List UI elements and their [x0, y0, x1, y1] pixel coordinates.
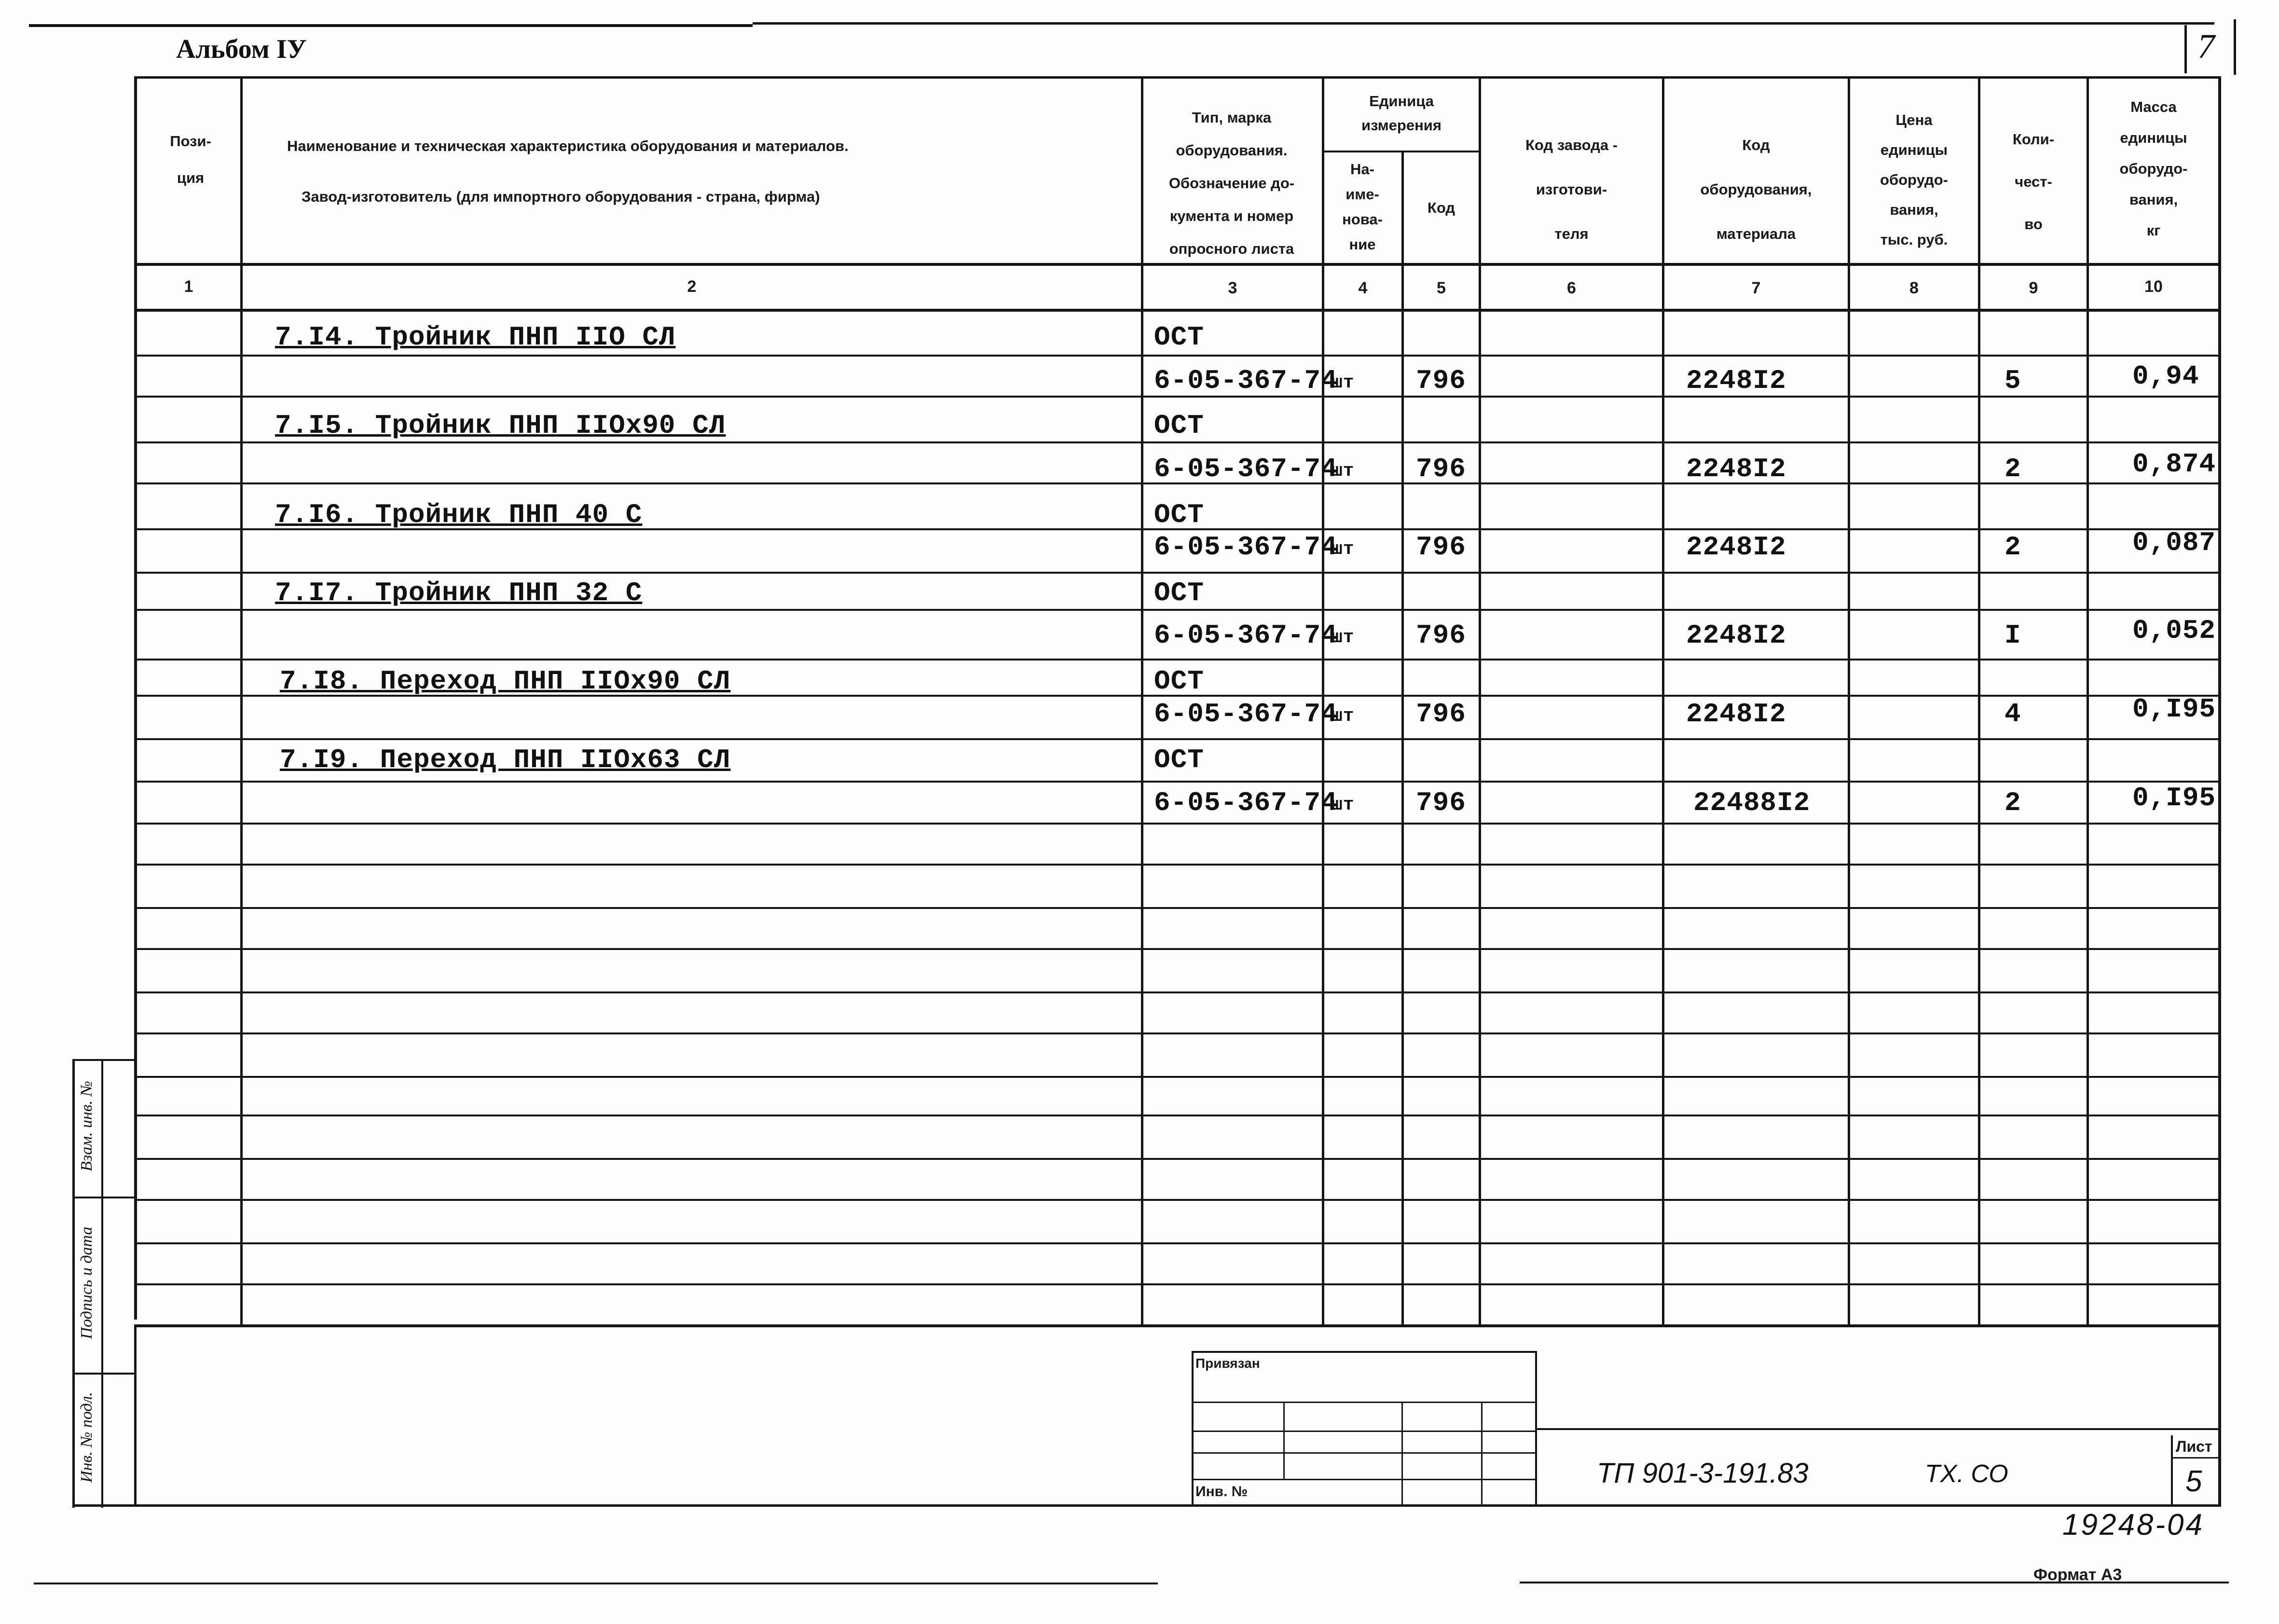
row-line: [134, 1076, 2221, 1078]
col-divider-1: [240, 77, 243, 1327]
colnum-6: 6: [1567, 279, 1576, 297]
top-rule: [29, 24, 753, 27]
sheet-number: 5: [2185, 1465, 2202, 1498]
item-qty: 2: [2004, 787, 2021, 818]
item-mass: 0,94: [2132, 361, 2199, 392]
col1-header: Пози- ция: [170, 133, 211, 186]
item-unit-code: 796: [1416, 532, 1466, 563]
col10-header: Масса единицы оборудо- вания, кг: [2119, 98, 2188, 239]
col2-header: Наименование и техническая характеристика оборудования и материалов. Завод-изготовитель (для импортного оборудования - страна, фирма): [287, 138, 849, 205]
item-unit: шт: [1332, 795, 1355, 815]
doc-code: ТП 901-3-191.83: [1597, 1458, 1809, 1489]
format-label: Формат А3: [2033, 1566, 2122, 1584]
row-line: [134, 609, 2221, 611]
col-divider-9: [2087, 77, 2089, 1327]
sheet-label: Лист: [2176, 1438, 2212, 1455]
item-doc-line2: 6-05-367-74: [1154, 454, 1338, 484]
item-qty: 2: [2004, 532, 2021, 563]
tb-v3: [1481, 1402, 1483, 1505]
side-label-vzam: Взам. инв. №: [78, 1081, 96, 1171]
row-line: [134, 1032, 2221, 1034]
col6-header: Код завода - изготови- теля: [1525, 137, 1618, 242]
row-line: [134, 441, 2221, 443]
tb-main-top: [1535, 1428, 2220, 1430]
row-line: [134, 864, 2221, 866]
item-doc-line1: ОСТ: [1154, 666, 1204, 697]
page-num-box-right: [2234, 19, 2236, 75]
item-material-code: 2248I2: [1686, 532, 1786, 563]
row-line: [134, 1242, 2221, 1244]
colnum-9: 9: [2029, 279, 2038, 297]
inv-label: Инв. №: [1195, 1484, 1248, 1500]
colnum-3: 3: [1228, 279, 1237, 297]
item-qty: I: [2004, 620, 2021, 651]
item-unit-code: 796: [1416, 620, 1466, 651]
tb-l3: [1192, 1452, 1537, 1454]
item-material-code: 22488I2: [1693, 787, 1811, 818]
item-unit-code: 796: [1416, 365, 1466, 396]
row-line: [134, 907, 2221, 909]
side-stamp-div1: [72, 1197, 135, 1198]
item-doc-line1: ОСТ: [1154, 410, 1204, 441]
side-label-podpis: Подпись и дата: [78, 1226, 96, 1339]
item-material-code: 2248I2: [1686, 454, 1786, 484]
item-material-code: 2248I2: [1686, 699, 1786, 729]
row-line: [134, 948, 2221, 950]
colnum-10: 10: [2144, 277, 2163, 296]
row-line: [134, 1199, 2221, 1201]
item-doc-line1: ОСТ: [1154, 578, 1204, 608]
item-material-code: 2248I2: [1686, 365, 1786, 396]
item-name: 7.I9. Переход ПНП IIOx63 СЛ: [280, 744, 731, 775]
colnum-1: 1: [184, 277, 193, 296]
footer-rule-right: [1520, 1582, 2229, 1583]
side-stamp-top: [72, 1059, 135, 1061]
row-line: [134, 1158, 2221, 1160]
item-name: 7.I4. Тройник ПНП IIO СЛ: [275, 322, 676, 353]
item-name: 7.I6. Тройник ПНП 40 С: [275, 499, 643, 530]
row-line: [134, 781, 2221, 783]
handwritten-number: 19248-04: [2062, 1508, 2205, 1541]
row-line: [134, 355, 2221, 357]
item-unit: шт: [1332, 461, 1355, 482]
col5-header: Код: [1427, 199, 1455, 216]
side-stamp-bottom: [72, 1504, 2221, 1507]
album-label: Альбом IУ: [176, 34, 307, 64]
item-mass: 0,I95: [2132, 694, 2216, 725]
side-stamp-left: [72, 1059, 75, 1508]
item-qty: 4: [2004, 699, 2021, 729]
item-doc-line1: ОСТ: [1154, 499, 1204, 530]
tb-l2: [1192, 1431, 1537, 1432]
tb-l1: [1192, 1402, 1537, 1403]
item-qty: 2: [2004, 454, 2021, 484]
item-doc-line2: 6-05-367-74: [1154, 620, 1338, 651]
item-unit: шт: [1332, 706, 1355, 727]
top-rule-right: [753, 22, 2214, 25]
item-unit-code: 796: [1416, 787, 1466, 818]
privyazan-label: Привязан: [1195, 1356, 1260, 1371]
row-line: [134, 572, 2221, 574]
item-qty: 5: [2004, 365, 2021, 396]
item-doc-line2: 6-05-367-74: [1154, 787, 1338, 818]
side-label-inv: Инв. № подл.: [78, 1392, 96, 1483]
item-unit: шт: [1332, 372, 1355, 393]
unit-group-header: Единица измерения: [1361, 93, 1442, 134]
item-unit: шт: [1332, 539, 1355, 560]
col-divider-8: [1978, 77, 1980, 1327]
item-mass: 0,I95: [2132, 783, 2216, 813]
colnum-8: 8: [1909, 279, 1919, 297]
item-unit-code: 796: [1416, 699, 1466, 729]
side-stamp-mid: [101, 1059, 103, 1508]
item-name: 7.I7. Тройник ПНП 32 С: [275, 578, 643, 608]
bottom-frame-left: [134, 1324, 137, 1507]
item-doc-line1: ОСТ: [1154, 744, 1204, 775]
tb-sheet-left: [2171, 1435, 2173, 1505]
table-bottom-line: [134, 1324, 2221, 1327]
item-unit-code: 796: [1416, 454, 1466, 484]
item-mass: 0,874: [2132, 449, 2216, 480]
tb-top: [1192, 1351, 1537, 1353]
row-line: [134, 1283, 2221, 1285]
col4-header: На- име- нова- ние: [1342, 161, 1383, 253]
row-line: [134, 991, 2221, 993]
tb-v2: [1401, 1402, 1403, 1505]
table-border-top: [134, 76, 2221, 79]
item-mass: 0,052: [2132, 615, 2216, 646]
item-unit: шт: [1332, 627, 1355, 648]
row-line: [134, 1115, 2221, 1116]
item-doc-line2: 6-05-367-74: [1154, 365, 1338, 396]
item-name: 7.I5. Тройник ПНП IIOx90 СЛ: [275, 410, 726, 441]
tb-left: [1192, 1351, 1194, 1505]
tb-sheet-div: [2171, 1457, 2219, 1459]
item-doc-line2: 6-05-367-74: [1154, 532, 1338, 563]
item-name: 7.I8. Переход ПНП IIOx90 СЛ: [280, 666, 731, 697]
col7-header: Код оборудования, материала: [1700, 137, 1812, 242]
tb-l4: [1192, 1479, 1537, 1480]
colnum-2: 2: [687, 277, 697, 296]
col-divider-7: [1848, 77, 1850, 1327]
page-num-box-left: [2184, 25, 2187, 73]
item-doc-line2: 6-05-367-74: [1154, 699, 1338, 729]
page-number: 7: [2197, 27, 2215, 66]
colnum-7: 7: [1751, 279, 1761, 297]
col-divider-5: [1479, 77, 1481, 1327]
tb-v1: [1283, 1402, 1285, 1479]
colnum-5: 5: [1437, 279, 1446, 297]
item-material-code: 2248I2: [1686, 620, 1786, 651]
row-line: [134, 823, 2221, 825]
colnum-4: 4: [1358, 279, 1368, 297]
col-divider-6: [1662, 77, 1664, 1327]
footer-rule-left: [34, 1583, 1158, 1584]
unit-group-line: [1322, 151, 1481, 152]
col9-header: Коли- чест- во: [2012, 131, 2055, 233]
item-mass: 0,087: [2132, 527, 2216, 558]
col3-header: Тип, марка оборудования. Обозначение до- кумента и номер опросного листа: [1168, 109, 1295, 257]
section-code: ТХ. СО: [1925, 1460, 2008, 1488]
col-divider-2: [1141, 77, 1143, 1327]
col8-header: Цена единицы оборудо- вания, тыс. руб.: [1880, 111, 1948, 248]
item-doc-line1: ОСТ: [1154, 322, 1204, 353]
bottom-frame-right: [2218, 1324, 2221, 1507]
row-line: [134, 659, 2221, 661]
colnum-bottom-line: [134, 309, 2221, 312]
row-line: [134, 738, 2221, 740]
